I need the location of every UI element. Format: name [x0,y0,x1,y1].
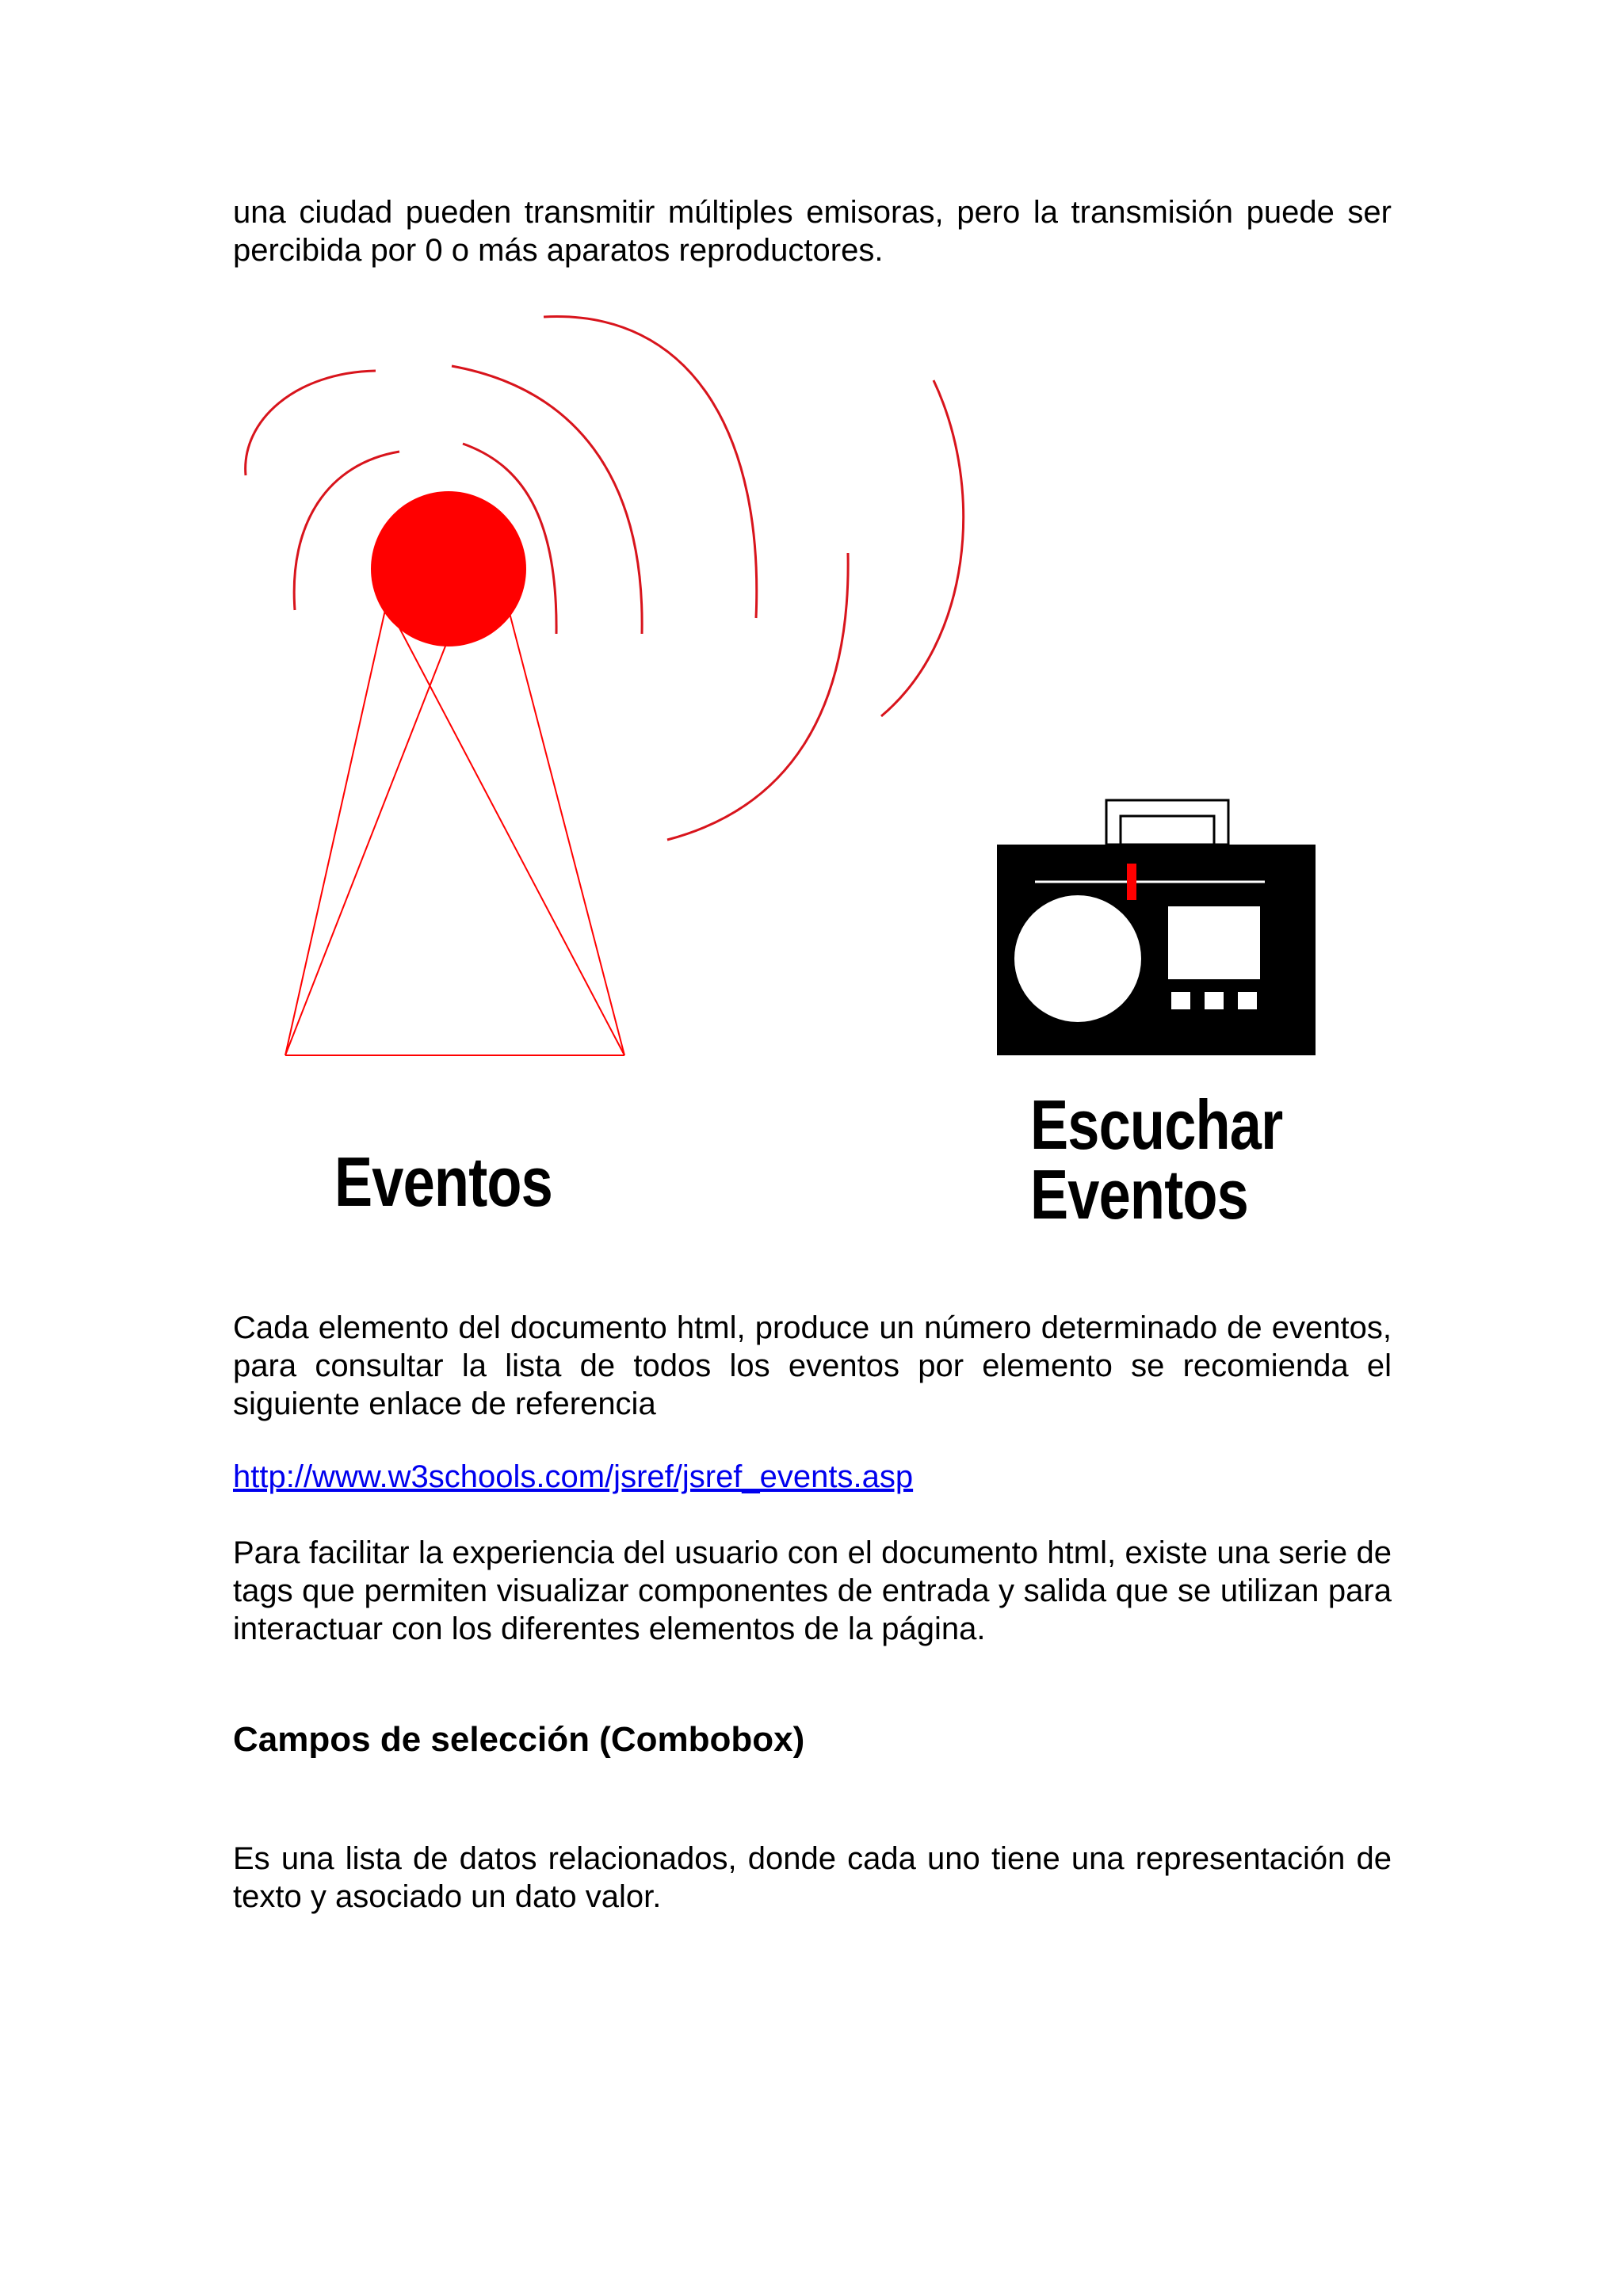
events-label: Eventos [334,1142,552,1221]
w3schools-events-link[interactable]: http://www.w3schools.com/jsref/jsref_events.asp [233,1459,914,1494]
listen-events-label-line1: Escuchar [1030,1085,1283,1164]
radio-handle-inner [1121,816,1214,848]
radio-icon [997,800,1316,1055]
radio-display [1168,906,1260,979]
antenna-icon [285,610,624,1055]
radio-handle-outer [1106,800,1228,845]
intro-paragraph: una ciudad pueden transmitir múltiples emisoras, pero la transmisión puede ser percibida por 0 o más aparatos reproductores. [233,195,1392,268]
signal-waves-right [452,317,964,840]
combobox-paragraph: Es una lista de datos relacionados, donde cada uno tiene una representación de texto y asociado un dato valor. [233,1841,1392,1914]
radio-button-1 [1171,992,1190,1009]
radio-button-2 [1205,992,1224,1009]
radio-button-3 [1238,992,1257,1009]
events-paragraph: Cada elemento del documento html, produce un número determinado de eventos, para consultar la lista de todos los eventos por elemento se recomienda el siguiente enlace de referencia [233,1310,1392,1421]
signal-source-icon [371,491,526,646]
radio-speaker [1014,895,1141,1022]
components-paragraph: Para facilitar la experiencia del usuario con el documento html, existe una serie de tags que permiten visualizar componentes de entrada y salida que se utilizan para interactuar con los diferentes elementos de la página. [233,1535,1392,1646]
events-illustration [233,301,1392,1283]
section-heading: Campos de selección (Combobox) [233,1720,805,1759]
listen-events-label-line2: Eventos [1030,1155,1248,1234]
radio-dial-needle [1127,864,1136,900]
